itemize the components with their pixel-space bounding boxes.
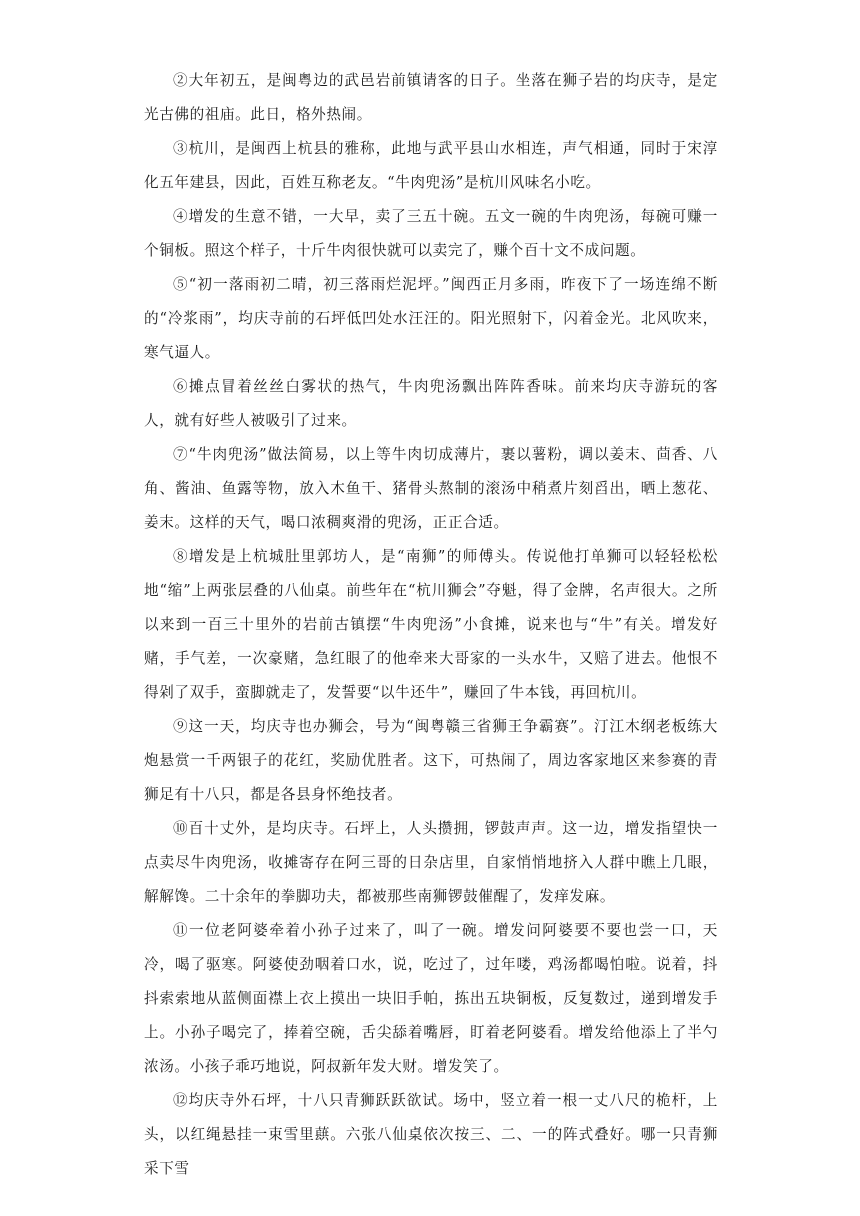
paragraph-9: ⑨这一天，均庆寺也办狮会，号为“闽粤赣三省狮王争霸赛”。汀江木纲老板练大炮悬赏一千两银子的花红，奖励优胜者。这下，可热闹了，周边客家地区来参赛的青狮足有十八只，都是各县身怀绝技者。 bbox=[144, 718, 718, 803]
paragraph-8: ⑧增发是上杭城肚里郭坊人，是“南狮”的师傅头。传说他打单狮可以轻轻松松地“缩”上两张层叠的八仙桌。前些年在“杭川狮会”夺魁，得了金牌，名声很大。之所以来到一百三十里外的岩前古镇摆“牛肉兜汤”小食摊，说来也与“牛”有关。增发好赌，手气差，一次豪赌，急红眼了的他牵来大哥家的一头水牛，又赔了进去。他恨不得剁了双手，蛮脚就走了，发誓要“以牛还牛”，赚回了牛本钱，再回杭川。 bbox=[144, 548, 718, 701]
paragraph-7: ⑦“牛肉兜汤”做法简易，以上等牛肉切成薄片，裹以薯粉，调以姜末、茴香、八角、酱油、鱼露等物，放入木鱼干、猪骨头熬制的滚汤中稍煮片刻舀出，晒上葱花、姜末。这样的天气，喝口浓稠爽滑的兜汤，正正合适。 bbox=[144, 446, 718, 531]
document-page bbox=[144, 64, 718, 1186]
paragraph-4: ④增发的生意不错，一大早，卖了三五十碗。五文一碗的牛肉兜汤，每碗可赚一个铜板。照这个样子，十斤牛肉很快就可以卖完了，赚个百十文不成问题。 bbox=[144, 208, 718, 259]
paragraph-12: ⑫均庆寺外石坪，十八只青狮跃跃欲试。场中，竖立着一根一丈八尺的桅杆，上头，以红绳悬挂一束雪里蕻。六张八仙桌依次按三、二、一的阵式叠好。哪一只青狮采下雪 bbox=[144, 1092, 718, 1177]
paragraph-2: ②大年初五，是闽粤边的武邑岩前镇请客的日子。坐落在狮子岩的均庆寺，是定光古佛的祖庙。此日，格外热闹。 bbox=[144, 72, 718, 123]
paragraph-5: ⑤“初一落雨初二晴，初三落雨烂泥坪。”闽西正月多雨，昨夜下了一场连绵不断的“冷浆雨”，均庆寺前的石坪低凹处水汪汪的。阳光照射下，闪着金光。北风吹来，寒气逼人。 bbox=[144, 276, 718, 361]
paragraph-3: ③杭川，是闽西上杭县的雅称，此地与武平县山水相连，声气相通，同时于宋淳化五年建县，因此，百姓互称老友。“牛肉兜汤”是杭川风味名小吃。 bbox=[144, 140, 718, 191]
paragraph-6: ⑥摊点冒着丝丝白雾状的热气，牛肉兜汤飘出阵阵香味。前来均庆寺游玩的客人，就有好些人被吸引了过来。 bbox=[144, 378, 718, 429]
paragraph-10: ⑩百十丈外，是均庆寺。石坪上，人头攒拥，锣鼓声声。这一边，增发指望快一点卖尽牛肉兜汤，收摊寄存在阿三哥的日杂店里，自家悄悄地挤入人群中瞧上几眼，解解馋。二十余年的拳脚功夫，都被那些南狮锣鼓催醒了，发痒发麻。 bbox=[144, 820, 718, 905]
paragraph-11: ⑪一位老阿婆牵着小孙子过来了，叫了一碗。增发问阿婆要不要也尝一口，天冷，喝了驱寒。阿婆使劲咽着口水，说，吃过了，过年喽，鸡汤都喝怕啦。说着，抖抖索索地从蓝侧面襟上衣上摸出一块旧手帕，拣出五块铜板，反复数过，递到增发手上。小孙子喝完了，捧着空碗，舌尖舔着嘴唇，盯着老阿婆看。增发给他添上了半勺浓汤。小孩子乖巧地说，阿叔新年发大财。增发笑了。 bbox=[144, 922, 718, 1075]
